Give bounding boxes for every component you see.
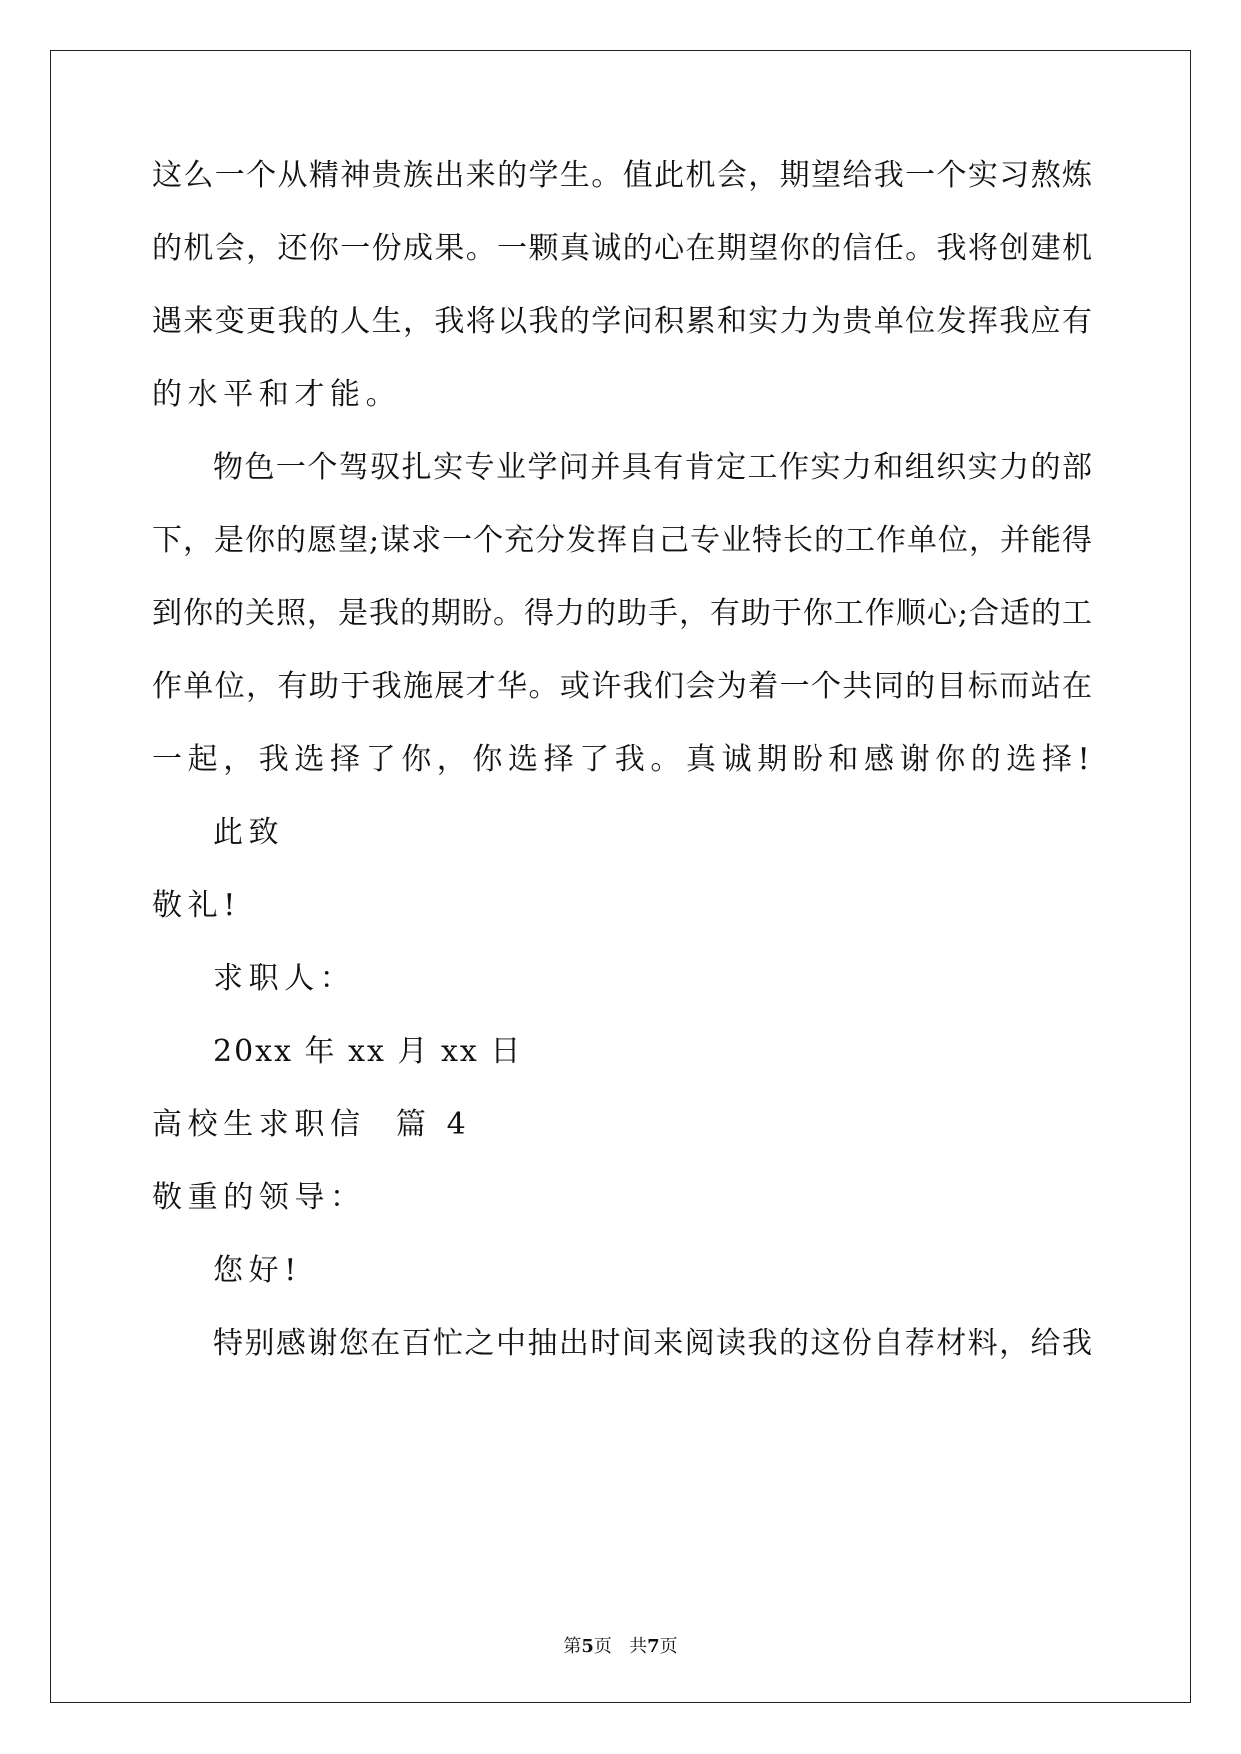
salutation-jingli: 敬礼! <box>152 888 241 923</box>
footer-prefix: 第 <box>563 1636 582 1657</box>
footer-page-current: 5 <box>581 1636 594 1657</box>
paragraph-line: 的机会，还你一份成果。一颗真诚的心在期望你的信任。我将创建机 <box>152 231 1092 266</box>
greeting-hello: 您好! <box>213 1253 302 1288</box>
salutation-cizhi: 此致 <box>213 815 285 850</box>
page-footer <box>0 1632 1241 1658</box>
footer-mid: 页 共 <box>593 1636 648 1657</box>
paragraph-line: 下，是你的愿望;谋求一个充分发挥自己专业特长的工作单位，并能得 <box>152 523 1092 558</box>
paragraph-line: 到你的关照，是我的期盼。得力的助手，有助于你工作顺心;合适的工 <box>152 596 1092 631</box>
paragraph-line: 遇来变更我的人生，我将以我的学问积累和实力为贵单位发挥我应有 <box>152 304 1092 339</box>
page-border <box>50 50 1191 1703</box>
greeting-recipient: 敬重的领导： <box>152 1180 366 1215</box>
paragraph-line: 一起，我选择了你，你选择了我。真诚期盼和感谢你的选择! <box>152 742 1096 777</box>
date-line: 20xx 年 xx 月 xx 日 <box>213 1034 523 1069</box>
applicant-label: 求职人： <box>213 961 356 996</box>
paragraph-line: 这么一个从精神贵族出来的学生。值此机会，期望给我一个实习熬炼 <box>152 158 1092 193</box>
footer-page-total: 7 <box>647 1636 660 1657</box>
section-heading: 高校生求职信 篇 4 <box>152 1107 472 1142</box>
footer-suffix: 页 <box>659 1636 678 1657</box>
paragraph-line: 的水平和才能。 <box>152 377 402 412</box>
paragraph-line: 作单位，有助于我施展才华。或许我们会为着一个共同的目标而站在 <box>152 669 1092 704</box>
paragraph-line: 物色一个驾驭扎实专业学问并具有肯定工作实力和组织实力的部 <box>213 450 1092 485</box>
paragraph-line: 特别感谢您在百忙之中抽出时间来阅读我的这份自荐材料，给我 <box>213 1326 1092 1361</box>
